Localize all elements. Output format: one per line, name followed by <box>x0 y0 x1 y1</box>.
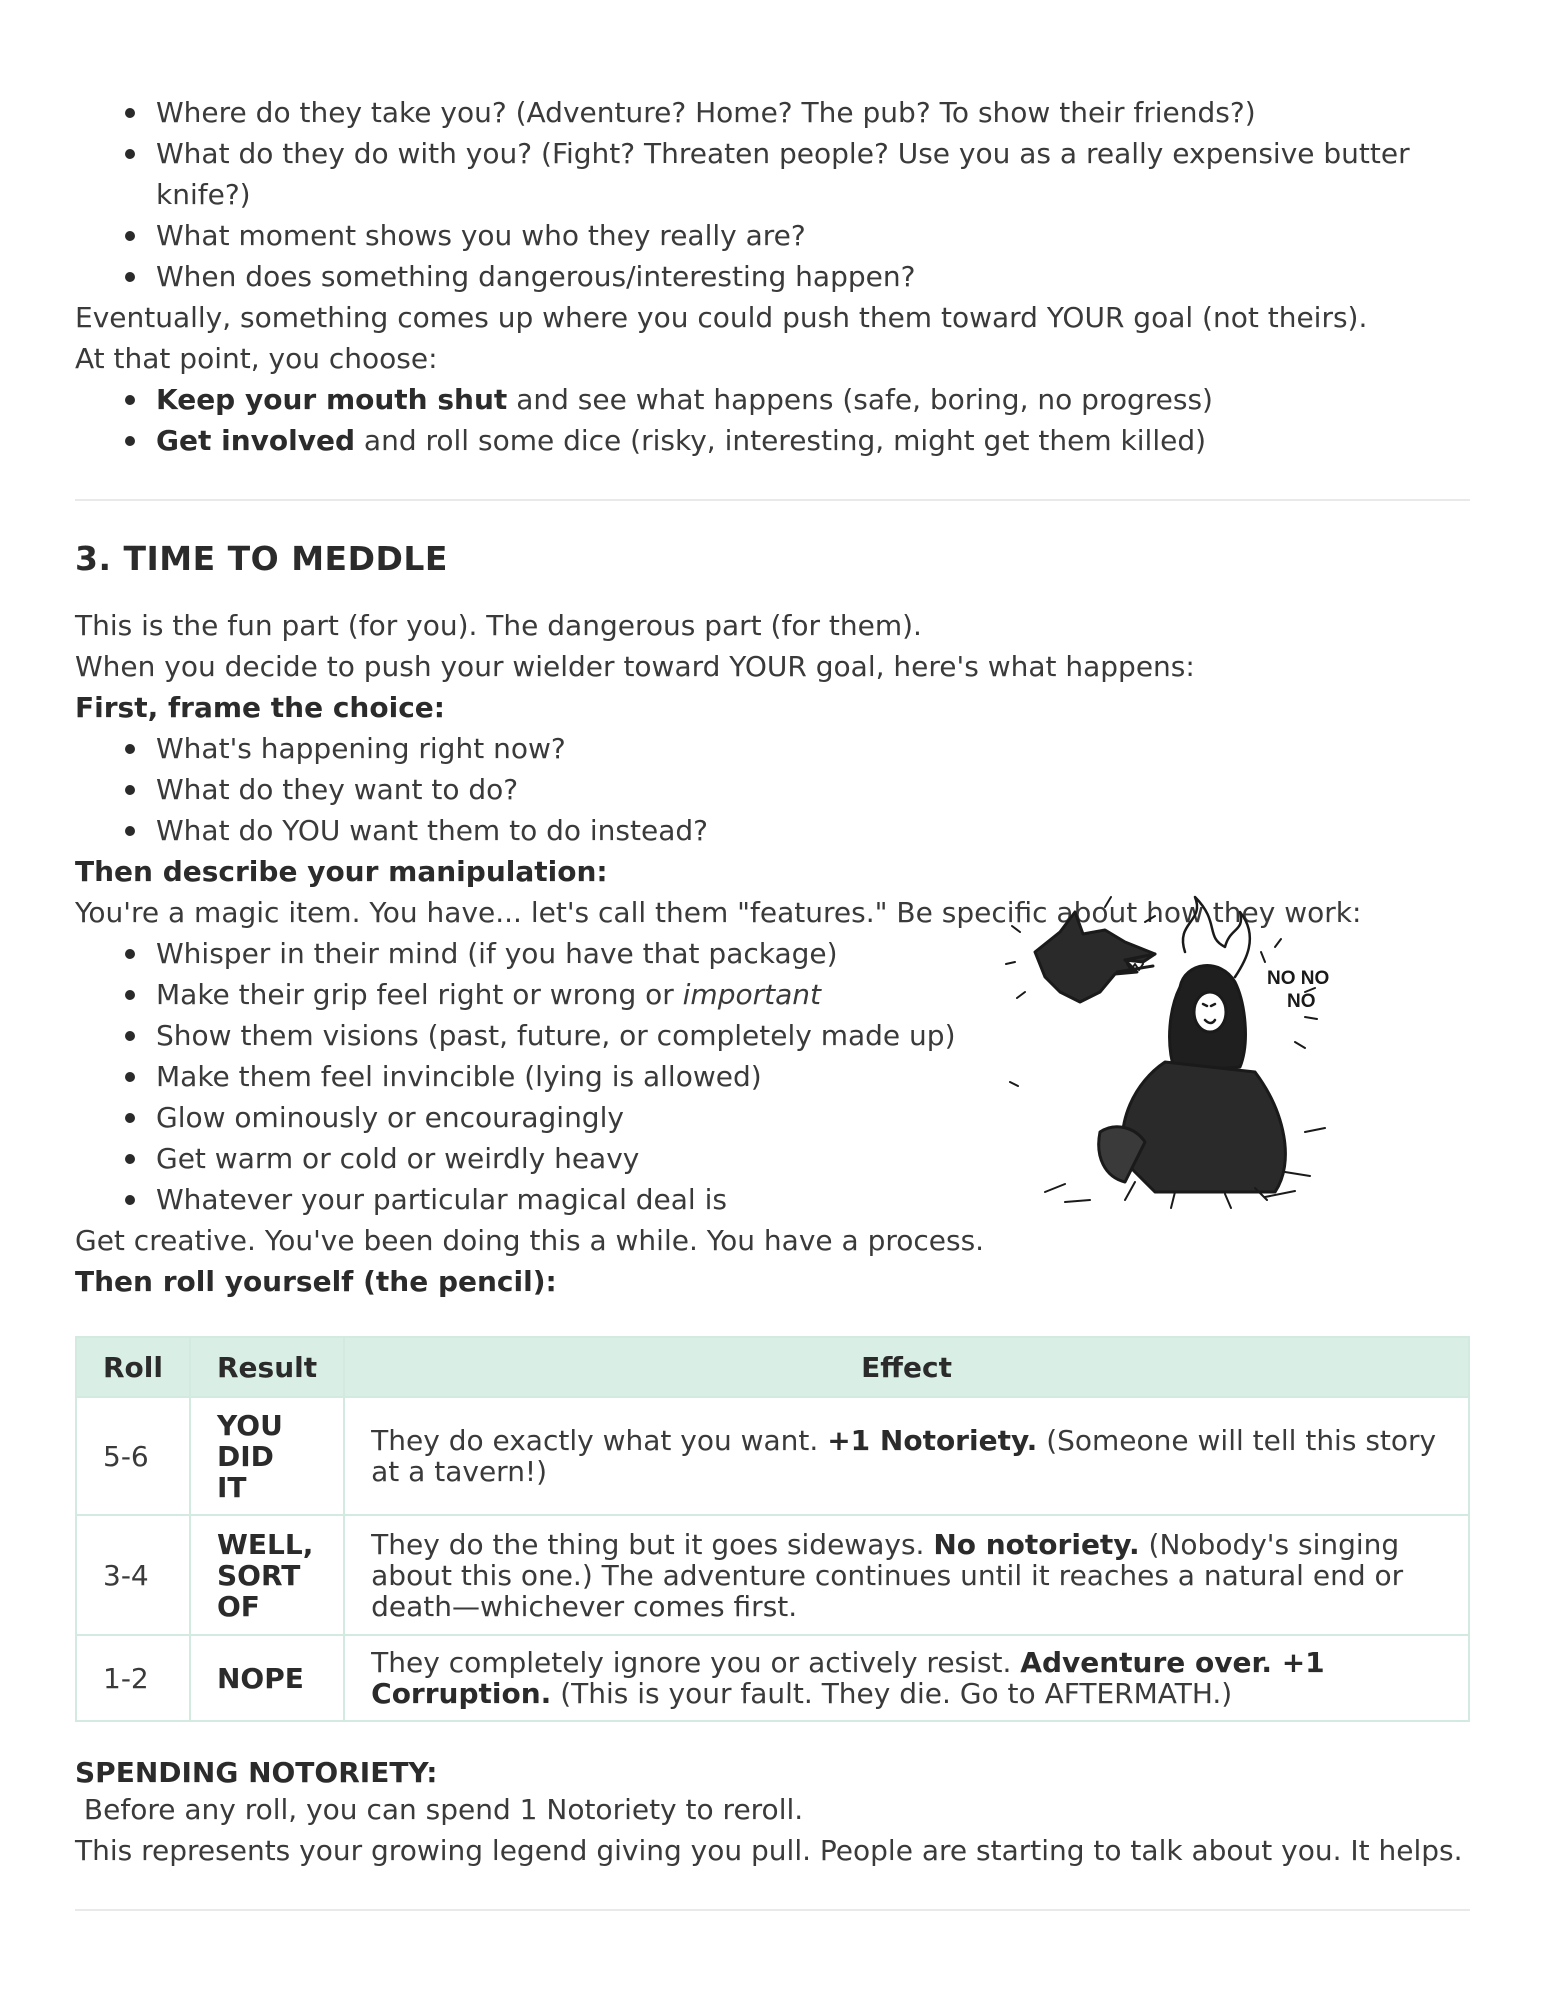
list-item: What do they do with you? (Fight? Threaten people? Use you as a really expensive butter knife?) <box>156 133 1470 215</box>
paragraph: This represents your growing legend giving you pull. People are starting to talk about you. It helps. <box>75 1834 1463 1867</box>
subheading: Then roll yourself (the pencil): <box>75 1265 557 1298</box>
column-header-effect: Effect <box>344 1337 1469 1397</box>
list-item: Where do they take you? (Adventure? Home? The pub? To show their friends?) <box>156 92 1470 133</box>
result-word: IT <box>217 1470 247 1504</box>
roll-cell: 3-4 <box>76 1515 190 1635</box>
list-item: Whisper in their mind (if you have that package) <box>156 933 1470 974</box>
list-item-text: Make their grip feel right or wrong or <box>156 978 683 1011</box>
bold-text: +1 Notoriety. <box>827 1424 1038 1457</box>
table-row <box>76 1397 1469 1515</box>
list-item: Show them visions (past, future, or completely made up) <box>156 1015 1470 1056</box>
section-title: 3. TIME TO MEDDLE <box>75 539 448 578</box>
spending-notoriety-section <box>75 1756 1470 1871</box>
paragraph: Before any roll, you can spend 1 Notoriety to reroll. <box>75 1793 804 1826</box>
list-item: What moment shows you who they really are? <box>156 215 1470 256</box>
intro-bullet-list <box>75 92 1470 297</box>
page-content <box>75 92 1470 1911</box>
result-cell <box>190 1397 344 1515</box>
paragraph: This is the fun part (for you). The dangerous part (for them). <box>75 609 922 642</box>
subheading: First, frame the choice: <box>75 691 445 724</box>
illustration-speech-line-2: NO <box>1287 991 1316 1012</box>
list-item <box>156 379 1470 420</box>
choice-list <box>75 379 1470 461</box>
column-header-roll: Roll <box>76 1337 190 1397</box>
list-item-text: and roll some dice (risky, interesting, might get them killed) <box>355 424 1207 457</box>
column-header-result: Result <box>190 1337 344 1397</box>
bold-text: Keep your mouth shut <box>156 383 508 416</box>
paragraph: At that point, you choose: <box>75 342 438 375</box>
frame-bullet-list <box>75 728 1470 851</box>
result-word: OF <box>217 1589 260 1623</box>
paragraph: Get creative. You've been doing this a while. You have a process. <box>75 1224 985 1257</box>
subheading: Then describe your manipulation: <box>75 855 608 888</box>
roll-cell: 5-6 <box>76 1397 190 1515</box>
list-item: Glow ominously or encouragingly <box>156 1097 1470 1138</box>
list-item: When does something dangerous/interesting happen? <box>156 256 1470 297</box>
bold-text: Adventure over. +1 Corruption. <box>371 1646 1325 1710</box>
list-item: What's happening right now? <box>156 728 1470 769</box>
result-cell <box>190 1515 344 1635</box>
paragraph: Eventually, something comes up where you could push them toward YOUR goal (not theirs). <box>75 301 1368 334</box>
divider <box>75 1909 1470 1911</box>
effect-text: They completely ignore you or actively resist. <box>371 1646 1021 1679</box>
table-row <box>76 1515 1469 1635</box>
roll-cell: 1-2 <box>76 1635 190 1721</box>
effect-text: (This is your fault. They die. Go to AFTERMATH.) <box>551 1677 1233 1710</box>
illustration-speech-line-1: NO NO <box>1267 968 1330 989</box>
list-item: What do YOU want them to do instead? <box>156 810 1470 851</box>
effect-cell <box>344 1635 1469 1721</box>
table-row <box>76 1635 1469 1721</box>
effect-text: They do the thing but it goes sideways. <box>371 1527 934 1561</box>
effect-text: They do exactly what you want. <box>371 1424 828 1457</box>
paragraph: When you decide to push your wielder toward YOUR goal, here's what happens: <box>75 650 1195 683</box>
effect-text: (Someone will tell this story at a tavern!) <box>371 1424 1437 1488</box>
effect-cell <box>344 1397 1469 1515</box>
roll-results-table <box>75 1336 1470 1722</box>
paragraph: You're a magic item. You have... let's call them "features." Be specific about how they work: <box>75 896 1362 929</box>
table-header-row <box>76 1337 1469 1397</box>
result-word: WELL, <box>217 1527 314 1561</box>
result-word: YOU <box>217 1408 283 1442</box>
italic-text: important <box>682 978 821 1011</box>
subheading: SPENDING NOTORIETY: <box>75 1756 438 1789</box>
list-item: Make them feel invincible (lying is allowed) <box>156 1056 1470 1097</box>
effect-cell <box>344 1515 1469 1635</box>
list-item: What do they want to do? <box>156 769 1470 810</box>
result-word: DID <box>217 1439 274 1473</box>
result-cell: NOPE <box>190 1635 344 1721</box>
wolf-and-hooded-figure-illustration <box>1005 892 1365 1212</box>
list-item: Whatever your particular magical deal is <box>156 1179 1470 1220</box>
list-item-text: and see what happens (safe, boring, no progress) <box>507 383 1213 416</box>
effect-text: (Nobody's singing about this one.) The adventure continues until it reaches a natural end or death—whichever comes first. <box>371 1527 1404 1623</box>
bold-text: No notoriety. <box>933 1527 1140 1561</box>
list-item <box>156 420 1470 461</box>
bold-text: Get involved <box>156 424 356 457</box>
list-item: Get warm or cold or weirdly heavy <box>156 1138 1470 1179</box>
divider <box>75 499 1470 501</box>
result-word: SORT <box>217 1558 301 1592</box>
